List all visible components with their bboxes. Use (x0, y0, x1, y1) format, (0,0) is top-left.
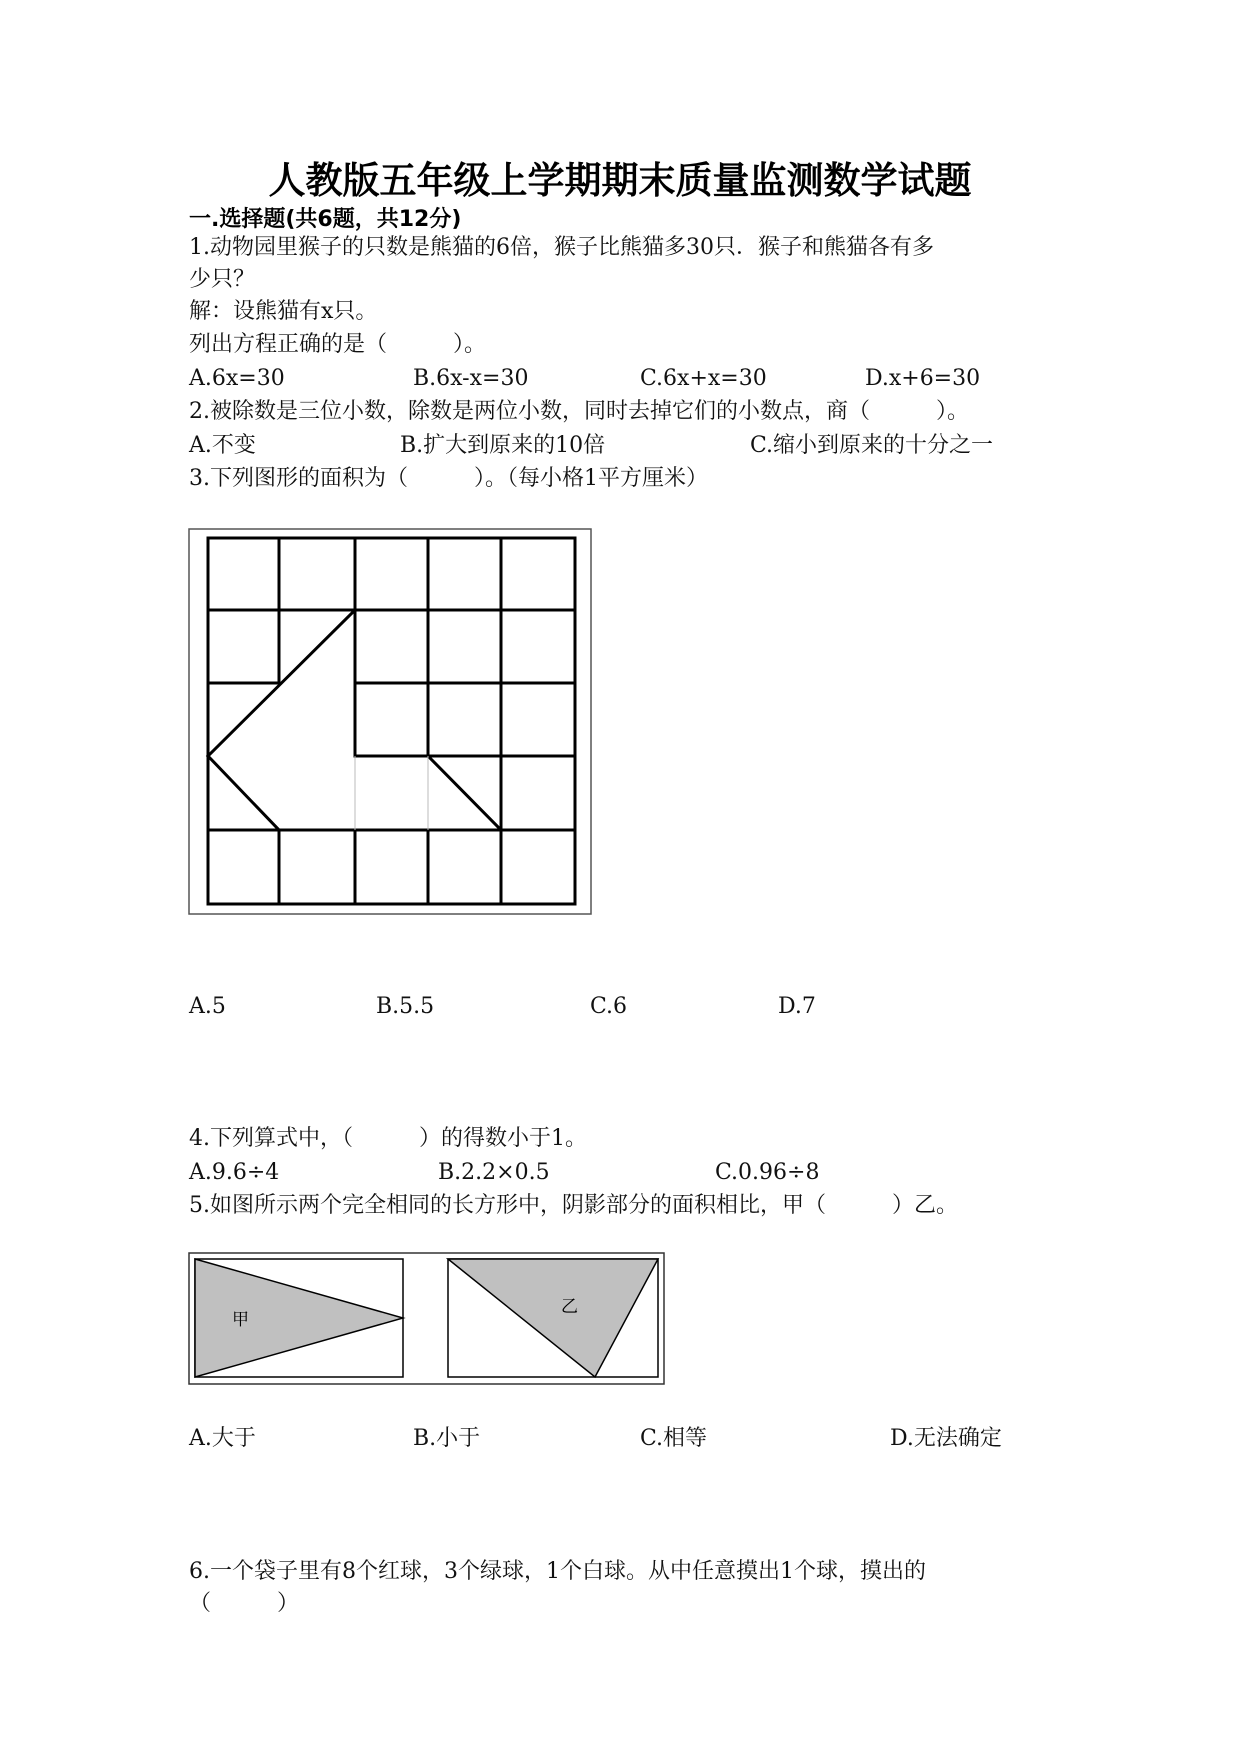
question-4-option-a: A.9.6÷4 (189, 1160, 280, 1185)
question-6-line-1: 6.一个袋子里有8个红球，3个绿球，1个白球。从中任意摸出1个球，摸出的 (189, 1559, 926, 1584)
question-4-line-1: 4.下列算式中，（ ）的得数小于1。 (189, 1126, 587, 1151)
question-3-option-d: D.7 (778, 994, 816, 1019)
grid-area-figure (188, 528, 593, 916)
rectangles-comparison-figure (188, 1252, 666, 1386)
question-3-option-c: C.6 (590, 994, 628, 1019)
question-3-option-a: A.5 (189, 994, 226, 1019)
question-5-option-a: A.大于 (189, 1426, 256, 1451)
question-1-line-4: 列出方程正确的是（ ）。 (189, 332, 487, 357)
question-1-option-a: A.6x=30 (189, 366, 285, 391)
question-1-line-2: 少只？ (189, 267, 256, 292)
question-1-option-c: C.6x+x=30 (640, 366, 767, 391)
label-jia: 甲 (232, 1310, 249, 1330)
page-title: 人教版五年级上学期期末质量监测数学试题 (268, 159, 972, 202)
label-yi: 乙 (561, 1297, 578, 1317)
question-6-line-2: （ ） (189, 1591, 300, 1616)
question-1-option-d: D.x+6=30 (865, 366, 981, 391)
question-2-option-a: A.不变 (189, 433, 256, 458)
question-2-option-b: B.扩大到原来的10倍 (400, 433, 606, 458)
question-1-option-b: B.6x-x=30 (413, 366, 529, 391)
question-2-line-1: 2.被除数是三位小数，除数是两位小数，同时去掉它们的小数点，商（ ）。 (189, 399, 969, 424)
question-5-line-1: 5.如图所示两个完全相同的长方形中，阴影部分的面积相比，甲（ ）乙。 (189, 1193, 958, 1218)
question-5-option-b: B.小于 (413, 1426, 481, 1451)
question-5-option-c: C.相等 (640, 1426, 708, 1451)
question-2-option-c: C.缩小到原来的十分之一 (750, 433, 994, 458)
question-4-option-c: C.0.96÷8 (715, 1160, 820, 1185)
question-3-line-1: 3.下列图形的面积为（ ）。（每小格1平方厘米） (189, 466, 708, 491)
question-5-option-d: D.无法确定 (890, 1426, 1002, 1451)
section-heading: 一.选择题(共6题，共12分) (189, 207, 462, 232)
question-1-line-3: 解：设熊猫有x只。 (189, 299, 378, 324)
question-3-option-b: B.5.5 (376, 994, 435, 1019)
question-4-option-b: B.2.2×0.5 (438, 1160, 550, 1185)
question-1-line-1: 1.动物园里猴子的只数是熊猫的6倍，猴子比熊猫多30只．猴子和熊猫各有多 (189, 235, 934, 260)
